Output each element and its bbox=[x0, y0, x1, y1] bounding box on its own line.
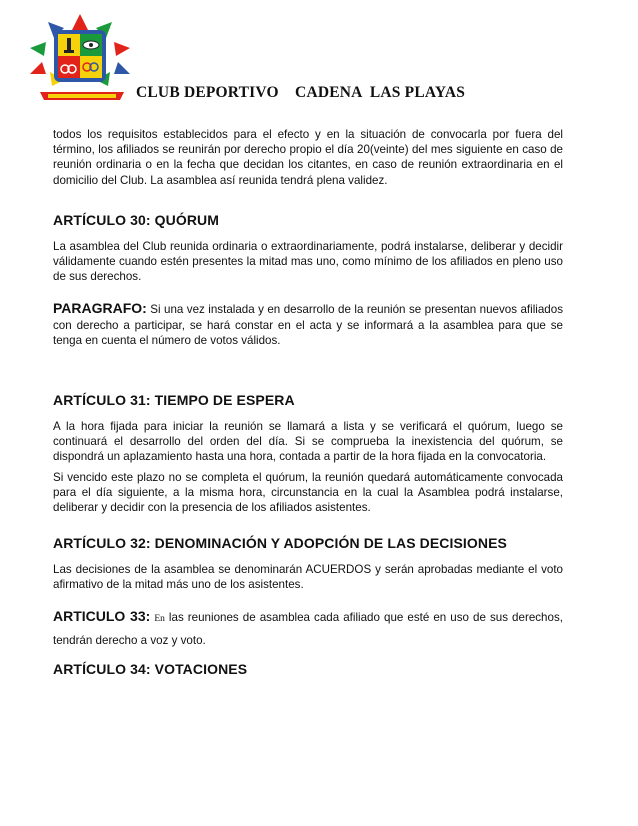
article-33-en: En bbox=[154, 613, 165, 624]
article-32-text: Las decisiones de la asamblea se denominarán ACUERDOS y serán aprobadas mediante el voto afirmativo de la mitad más uno de los asistentes. bbox=[53, 563, 563, 592]
intro-paragraph: todos los requisitos establecidos para el efecto y en la situación de convocarla por fuera del término, los afiliados se reunirán por derecho propio el día 20(veinte) del mes siguiente en caso de reunión ordinaria o en la fecha que decidan los citantes, en caso de reunión extraordinaria en el domicilio del Club. La asamblea así reunida tendrá plena validez. bbox=[53, 128, 563, 187]
article-31-heading: ARTÍCULO 31: TIEMPO DE ESPERA bbox=[53, 392, 295, 409]
article-30-heading: ARTÍCULO 30: QUÓRUM bbox=[53, 211, 220, 228]
paragrafo-paragraph bbox=[53, 301, 563, 348]
article-33-lead: ARTICULO 33: bbox=[53, 607, 151, 624]
club-logo-emblem-icon bbox=[24, 14, 136, 106]
article-32-heading: ARTÍCULO 32: DENOMINACIÓN Y ADOPCIÓN DE LAS DECISIONES bbox=[53, 535, 507, 552]
club-logo bbox=[24, 14, 136, 106]
article-34-heading: ARTÍCULO 34: VOTACIONES bbox=[53, 660, 248, 677]
eye-icon bbox=[83, 41, 99, 49]
header-title: CLUB DEPORTIVO CADENA LAS PLAYAS bbox=[136, 84, 466, 101]
article-30-text: La asamblea del Club reunida ordinaria o extraordinariamente, podrá instalarse, deliberar y decidir válidamente cuando estén presentes la mitad mas uno, como mínimo de los afiliados en pleno uso de sus derechos. bbox=[53, 239, 563, 284]
article-33-paragraph bbox=[53, 606, 563, 651]
ribbon-banner bbox=[40, 92, 124, 100]
article-31-text-2: Si vencido este plazo no se completa el quórum, la reunión quedará automáticamente convocada para el día siguiente, a la misma hora, circunstancia en la cual la Asamblea podrá instalarse, deliberar y decidir con la presencia de los afiliados asistentes. bbox=[53, 470, 563, 515]
article-31-text-1: A la hora fijada para iniciar la reunión se llamará a lista y se verificará el quórum, luego se continuará el desarrollo del orden del día. Si se comprueba la inexistencia del quórum, se dispondrá un aplazamiento hasta una hora, contada a partir de la hora fijada en la convocatoria. bbox=[53, 420, 563, 464]
article-33-text: las reuniones de asamblea cada afiliado que esté en uso de sus derechos, tendrán derecho a voz y voto. bbox=[53, 610, 563, 647]
paragrafo-lead: PARAGRAFO: bbox=[53, 300, 147, 317]
paragrafo-text: Si una vez instalada y en desarrollo de la reunión se presentan nuevos afiliados con derecho a participar, se hará constar en el acta y se informará a la asamblea para que se tenga en cuenta el número de votos válidos. bbox=[53, 303, 563, 347]
document-body bbox=[53, 127, 563, 677]
